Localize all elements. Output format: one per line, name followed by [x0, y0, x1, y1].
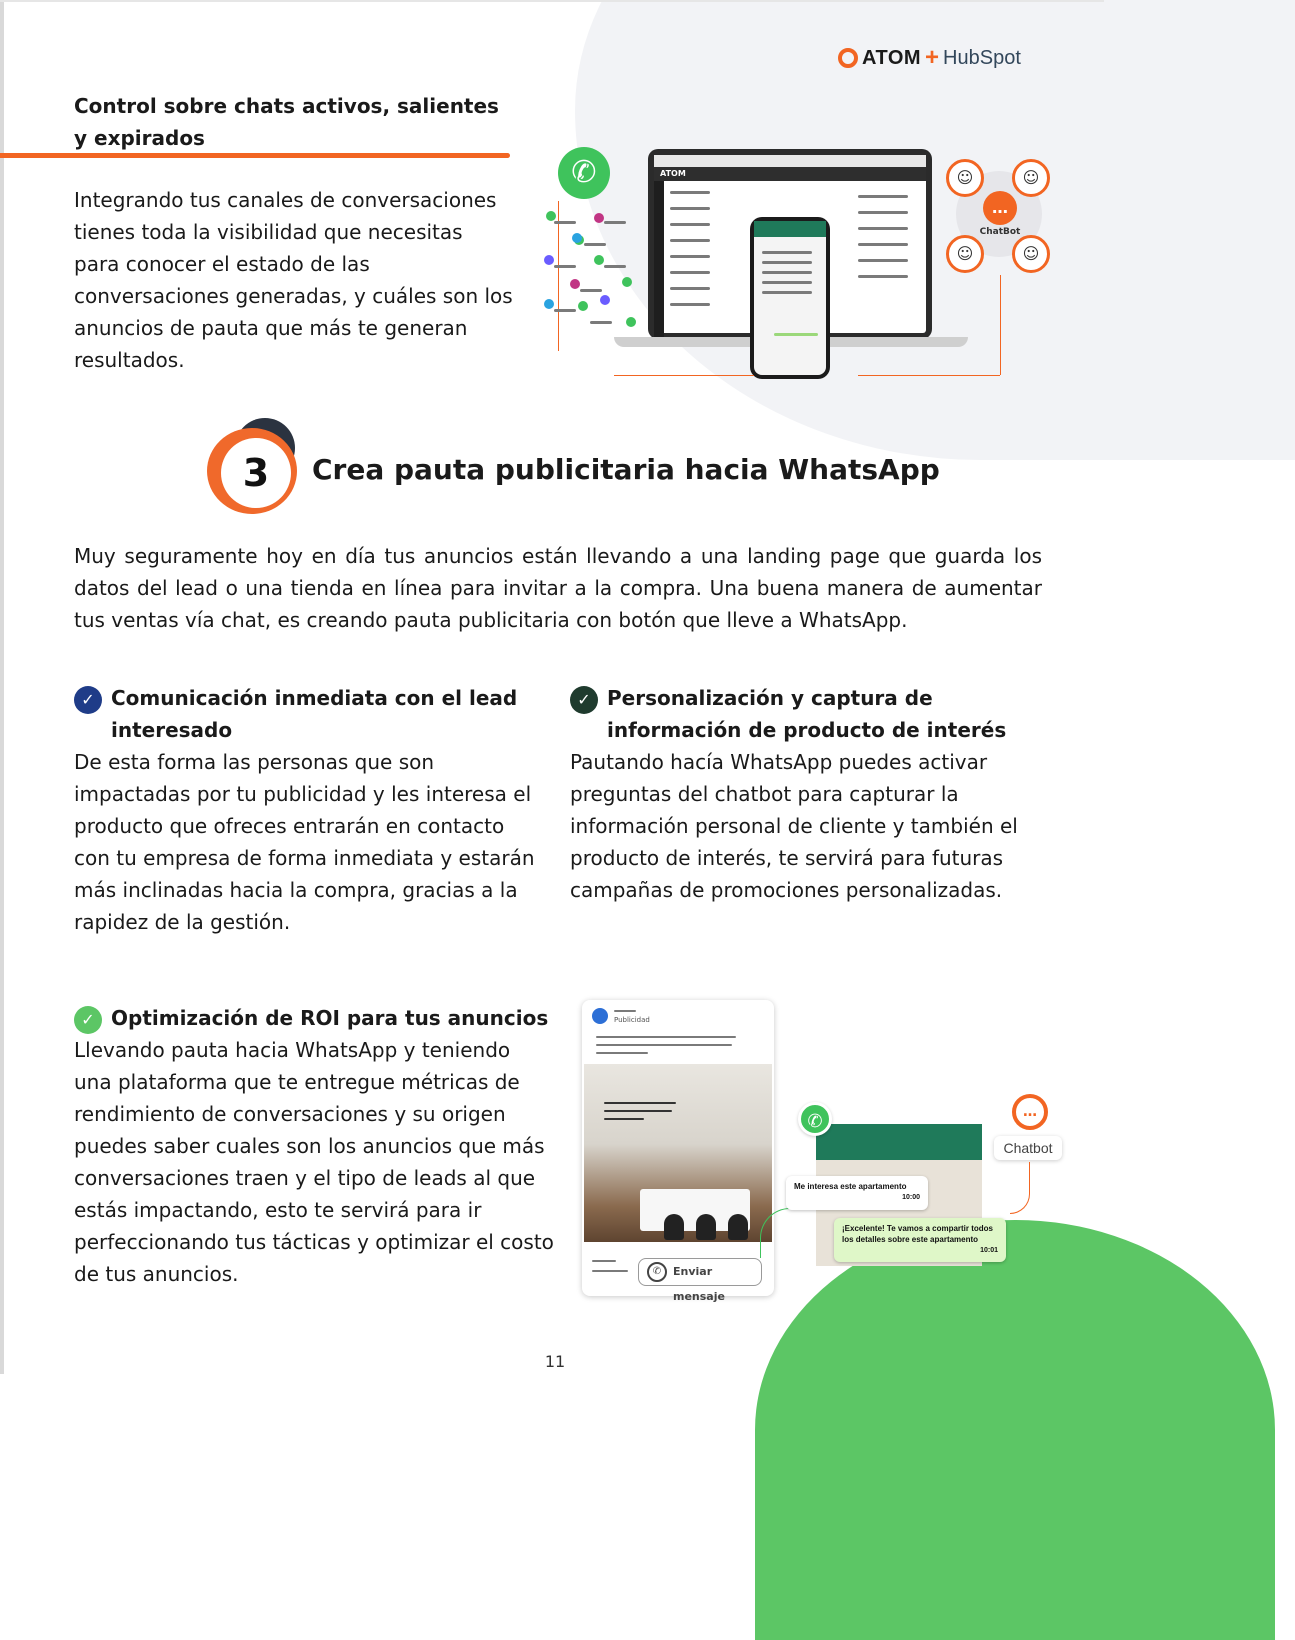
text-line — [592, 1260, 616, 1262]
ad-sponsored-label: Publicidad — [614, 1016, 650, 1024]
whatsapp-icon: ✆ — [647, 1262, 667, 1282]
list-line — [554, 221, 576, 224]
phone-chat-header — [754, 221, 826, 237]
check-icon: ✓ — [74, 1006, 102, 1034]
list-line — [670, 271, 710, 274]
message-time: 10:00 — [902, 1194, 920, 1201]
messenger-icon — [600, 295, 610, 305]
atom-logo-icon — [838, 48, 858, 68]
feature-title — [74, 682, 536, 746]
arrow-connector — [1010, 1162, 1030, 1214]
send-message-label: Enviar mensaje — [673, 1265, 725, 1303]
whatsapp-icon — [546, 211, 556, 221]
feature-immediate-communication — [74, 682, 536, 938]
list-line — [670, 207, 710, 210]
list-line — [762, 271, 812, 274]
list-line — [604, 265, 626, 268]
list-line — [670, 191, 710, 194]
lead-paragraph: Muy seguramente hoy en día tus anuncios están llevando a una landing page que guarda los datos del lead o una tienda en línea para invitar a la compra. Una buena manera de aumentar tus ventas vía chat, es creando pauta publicitaria con botón que lleve a WhatsApp. — [74, 544, 1042, 632]
text-line — [604, 1118, 644, 1120]
whatsapp-icon — [594, 255, 604, 265]
instagram-icon — [570, 279, 580, 289]
profile-avatar — [592, 1008, 608, 1024]
list-line — [670, 255, 710, 258]
ad-photo-kitchen — [584, 1064, 772, 1242]
list-line — [858, 275, 908, 278]
connector-line — [858, 375, 1000, 376]
bar-stool — [664, 1214, 684, 1240]
section-title: Control sobre chats activos, salientes y expirados — [74, 94, 499, 150]
list-line — [858, 211, 908, 214]
chat-header — [816, 1124, 982, 1160]
section-intro: Integrando tus canales de conversaciones tienes toda la visibilidad que necesitas para conocer el estado de las conversaciones generadas, y cuáles son los anuncios de pauta que más te generan resultados. — [74, 188, 513, 372]
message-time: 10:01 — [980, 1247, 998, 1254]
feature-roi-optimization — [74, 1002, 554, 1290]
list-line — [858, 259, 908, 262]
phone-screen — [754, 221, 826, 375]
text-line — [592, 1270, 628, 1272]
list-line — [670, 303, 710, 306]
ad-to-whatsapp-illustration — [580, 998, 1070, 1308]
instagram-icon — [594, 213, 604, 223]
feature-title-text: Comunicación inmediata con el lead interesado — [111, 686, 518, 742]
whatsapp-icon — [578, 301, 588, 311]
feature-body: Pautando hacía WhatsApp puedes activar preguntas del chatbot para capturar la información personal de cliente y también el producto de interés, te servirá para futuras campañas de promociones personalizadas. — [570, 750, 1018, 902]
list-line — [590, 321, 612, 324]
agent-avatar: ☺ — [1012, 159, 1050, 197]
app-sidebar — [654, 181, 664, 341]
chatbot-icon: … — [1012, 1094, 1048, 1130]
browser-bar — [654, 155, 926, 167]
whatsapp-icon: ✆ — [558, 147, 610, 199]
feature-title-text: Personalización y captura de información de producto de interés — [607, 686, 1007, 742]
list-line — [580, 289, 602, 292]
list-line — [670, 239, 710, 242]
feature-title — [570, 682, 1040, 746]
feature-body: Llevando pauta hacia WhatsApp y teniendo una plataforma que te entregue métricas de rendimiento de conversaciones y su origen puedes saber cuales son los anuncios que más conversaciones traen y el tipo de leads al que estás impactando, esto te servirá para ir perfeccionando tus tácticas y optimizar el costo de tus anuncios. — [74, 1038, 554, 1286]
facebook-ad-card — [582, 1000, 774, 1303]
text-line — [614, 1010, 636, 1012]
app-header: ATOM — [654, 167, 926, 181]
list-line — [604, 221, 626, 224]
agent-avatar: ☺ — [1012, 235, 1050, 273]
message-text: ¡Excelente! Te vamos a compartir todos los detalles sobre este apartamento — [842, 1224, 994, 1244]
list-line — [858, 243, 908, 246]
logo-plus: + — [925, 44, 940, 71]
list-line — [584, 243, 606, 246]
list-line — [670, 223, 710, 226]
whatsapp-icon: ✆ — [798, 1102, 832, 1136]
list-line — [858, 195, 908, 198]
list-line — [762, 281, 812, 284]
chatbot-icon: … — [983, 191, 1017, 225]
list-line — [762, 291, 812, 294]
check-icon: ✓ — [74, 686, 102, 714]
atom-hubspot-logo — [838, 44, 1021, 72]
text-line — [596, 1036, 736, 1038]
outgoing-message — [834, 1218, 1006, 1262]
phone-mockup — [750, 217, 830, 379]
text-line — [604, 1102, 676, 1104]
title-underline — [0, 153, 510, 158]
bar-stool — [696, 1214, 716, 1240]
list-line — [670, 287, 710, 290]
list-line — [762, 261, 812, 264]
bar-stool — [728, 1214, 748, 1240]
integration-illustration — [540, 145, 1060, 385]
message-text: Me interesa este apartamento — [794, 1182, 907, 1191]
feature-personalization — [570, 682, 1040, 906]
list-line — [858, 227, 908, 230]
telegram-icon — [544, 299, 554, 309]
chatbot-label: ChatBot — [979, 227, 1021, 237]
feature-title — [74, 1002, 554, 1034]
step-number-badge — [205, 418, 305, 518]
feature-title-text: Optimización de ROI para tus anuncios — [111, 1006, 549, 1030]
step-number: 3 — [242, 451, 270, 495]
messenger-icon — [544, 255, 554, 265]
logo-atom-text: ATOM — [862, 46, 922, 69]
connector-line — [614, 375, 754, 376]
list-line — [554, 309, 576, 312]
whatsapp-icon — [622, 277, 632, 287]
step-heading: Crea pauta publicitaria hacia WhatsApp — [312, 453, 940, 486]
page-number: 11 — [544, 1352, 566, 1371]
list-line — [762, 251, 812, 254]
send-message-button[interactable] — [638, 1258, 762, 1303]
agent-avatar: ☺ — [946, 235, 984, 273]
text-line — [604, 1110, 672, 1112]
list-line — [554, 265, 576, 268]
telegram-icon — [572, 233, 582, 243]
list-line — [774, 333, 818, 336]
whatsapp-icon — [626, 317, 636, 327]
text-line — [596, 1052, 648, 1054]
connector-line — [1000, 275, 1001, 375]
check-icon: ✓ — [570, 686, 598, 714]
incoming-message — [786, 1176, 928, 1210]
page-edge — [0, 0, 4, 1374]
page-edge-top — [0, 0, 1104, 2]
logo-hubspot-text: HubSpot — [943, 46, 1021, 69]
text-line — [596, 1044, 732, 1046]
chatbot-label: Chatbot — [994, 1136, 1062, 1160]
feature-body: De esta forma las personas que son impactadas por tu publicidad y les interesa el producto que ofreces entrarán en contacto con tu empresa de forma inmediata y estarán más inclinadas hacia la compra, gracias a la rapidez de la gestión. — [74, 750, 535, 934]
agent-avatar: ☺ — [946, 159, 984, 197]
